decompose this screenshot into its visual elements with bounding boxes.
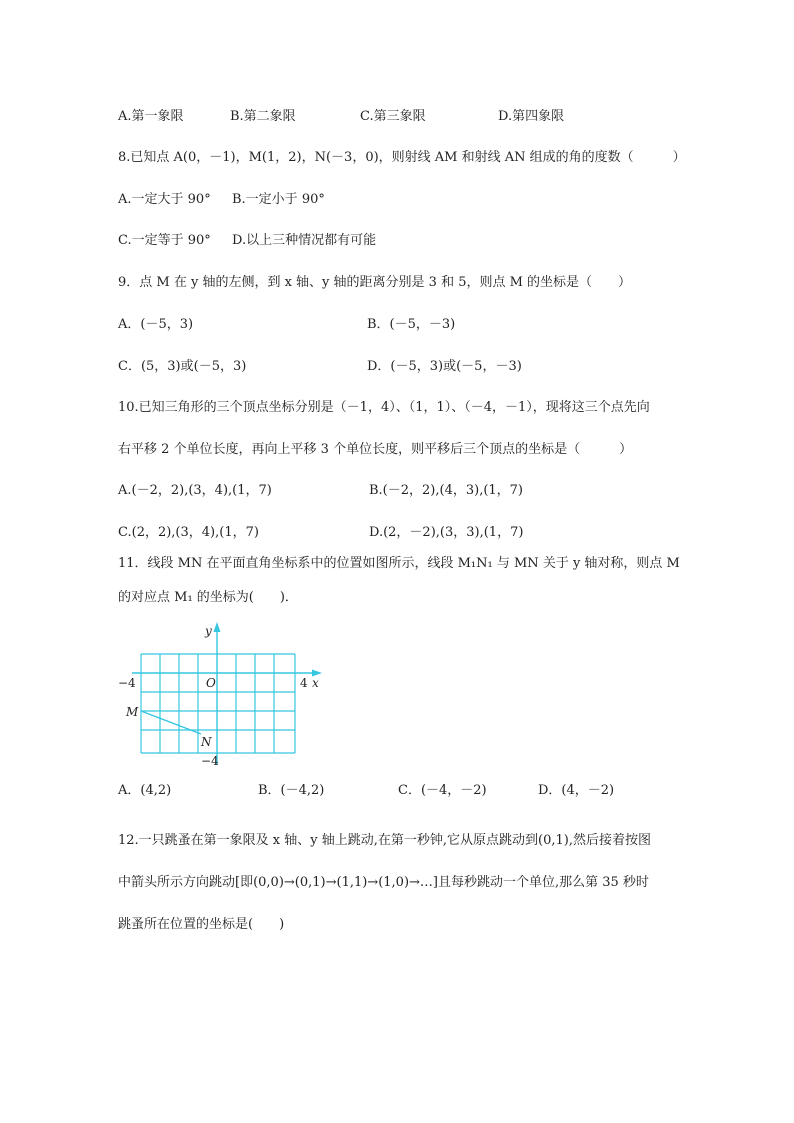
q7-option-d: D.第四象限 [498,109,565,124]
x-axis-label: x [312,676,319,690]
q7-option-a: A.第一象限 [118,109,184,124]
q10-option-d: D.(2，－2),(3，3),(1，7) [369,525,524,540]
q9-option-c: C．(5，3)或(－5，3) [118,359,247,374]
q7-option-b: B.第二象限 [230,109,296,124]
q12-stem-line3: 跳蚤所在位置的坐标是( ) [118,917,285,932]
q11-stem-line2: 的对应点 M₁ 的坐标为( )． [118,590,298,605]
grid [141,654,295,753]
left-tick-label: −4 [118,676,136,690]
q8-option-b: B.一定小于 90° [232,192,325,207]
q10-option-b: B.(－2，2),(4，3),(1，7) [369,483,524,498]
q10-option-c: C.(2，2),(3，4),(1，7) [118,525,259,540]
y-axis-label: y [205,624,212,638]
bottom-tick-label: −4 [201,754,219,768]
point-n-label: N [201,735,212,749]
q11-option-d: D．(4，－2) [538,783,615,798]
q8-option-a: A.一定大于 90° [118,192,211,207]
q7-option-c: C.第三象限 [360,109,426,124]
y-axis [214,622,221,765]
q9-option-d: D．(－5，3)或(－5，－3) [367,359,522,374]
q11-stem-line1: 11．线段 MN 在平面直角坐标系中的位置如图所示，线段 M₁N₁ 与 MN 关于 y 轴对称，则点 M [118,556,680,571]
q11-option-b: B．(－4,2) [258,783,325,798]
q8-option-c: C.一定等于 90° [118,233,211,248]
q9-option-b: B．(－5，－3) [367,317,456,332]
q9-option-a: A．(－5，3) [118,317,194,332]
origin-label: O [206,676,216,690]
q10-stem-line2: 右平移 2 个单位长度，再向上平移 3 个单位长度，则平移后三个顶点的坐标是（ ） [118,442,633,457]
q11-option-a: A．(4,2) [118,783,172,798]
point-m-label: M [126,705,139,719]
q12-stem-line1: 12.一只跳蚤在第一象限及 x 轴、y 轴上跳动,在第一秒钟,它从原点跳动到(0,1),然后接着按图 [118,833,651,848]
q8-stem: 8.已知点 A(0，－1)，M(1，2)，N(－3，0)，则射线 AM 和射线 AN 组成的角的度数（ ） [118,150,686,165]
q10-option-a: A.(－2，2),(3，4),(1，7) [118,483,272,498]
q11-option-c: C．(－4，－2) [398,783,487,798]
right-tick-label: 4 [300,676,308,690]
q8-option-d: D.以上三种情况都有可能 [232,233,377,248]
q10-stem-line1: 10.已知三角形的三个顶点坐标分别是（－1，4）、（1，1）、（－4，－1），现将这三个点先向 [118,400,650,415]
q9-stem: 9．点 M 在 y 轴的左侧，到 x 轴、y 轴的距离分别是 3 和 5，则点 M 的坐标是（ ） [118,275,632,290]
coordinate-grid-figure [112,620,342,775]
q12-stem-line2: 中箭头所示方向跳动[即(0,0)→(0,1)→(1,1)→(1,0)→…]且每秒跳动一个单位,那么第 35 秒时 [118,875,649,890]
